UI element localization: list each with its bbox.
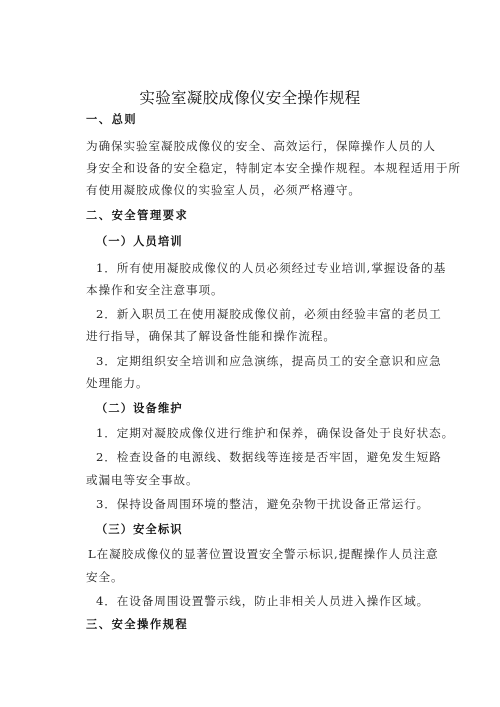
document-title: 实验室凝胶成像仪安全操作规程 (139, 89, 361, 107)
section-heading-safety-management: 二、安全管理要求 (86, 209, 189, 222)
paragraph-line: 为确保实验室凝胶成像仪的安全、高效运行，保障操作人员的人 (86, 139, 436, 153)
paragraph-line: 2．检查设备的电源线、数据线等连接是否牢固，避免发生短路 (96, 450, 442, 464)
subsection-heading-safety-signs: （三）安全标识 (96, 523, 183, 536)
paragraph-line: 本操作和安全注意事项。 (86, 283, 224, 297)
paragraph-line: 1．所有使用凝胶成像仪的人员必须经过专业培训,掌握设备的基 (96, 261, 447, 275)
paragraph-line: 处理能力。 (86, 376, 149, 390)
subsection-heading-training: （一）人员培训 (96, 235, 183, 248)
paragraph-line: 或漏电等安全事故。 (86, 473, 199, 487)
subsection-heading-maintenance: （二）设备维护 (96, 402, 183, 415)
paragraph-line: 4．在设备周围设置警示线，防止非相关人员进入操作区域。 (96, 594, 430, 608)
section-heading-operating-procedures: 三、安全操作规程 (86, 618, 189, 631)
paragraph-line: 3．定期组织安全培训和应急演练，提高员工的安全意识和应急 (96, 354, 442, 368)
paragraph-line: 1．定期对凝胶成像仪进行维护和保养，确保设备处于良好状态。 (96, 426, 455, 440)
paragraph-line: 2．新入职员工在使用凝胶成像仪前，必须由经验丰富的老员工 (96, 307, 442, 321)
paragraph-line: 3．保持设备周围环境的整洁，避免杂物干扰设备正常运行。 (96, 497, 430, 511)
paragraph-line: 安全。 (86, 570, 124, 584)
paragraph-line: L在凝胶成像仪的显著位置设置安全警示标识,提醒操作人员注意 (88, 547, 439, 561)
section-heading-general: 一、总则 (86, 113, 138, 126)
paragraph-line: 有使用凝胶成像仪的实验室人员，必须严格遵守。 (86, 183, 361, 197)
paragraph-line: 身安全和设备的安全稳定，特制定本安全操作规程。本规程适用于所 (86, 161, 461, 175)
paragraph-line: 进行指导，确保其了解设备性能和操作流程。 (86, 329, 336, 343)
